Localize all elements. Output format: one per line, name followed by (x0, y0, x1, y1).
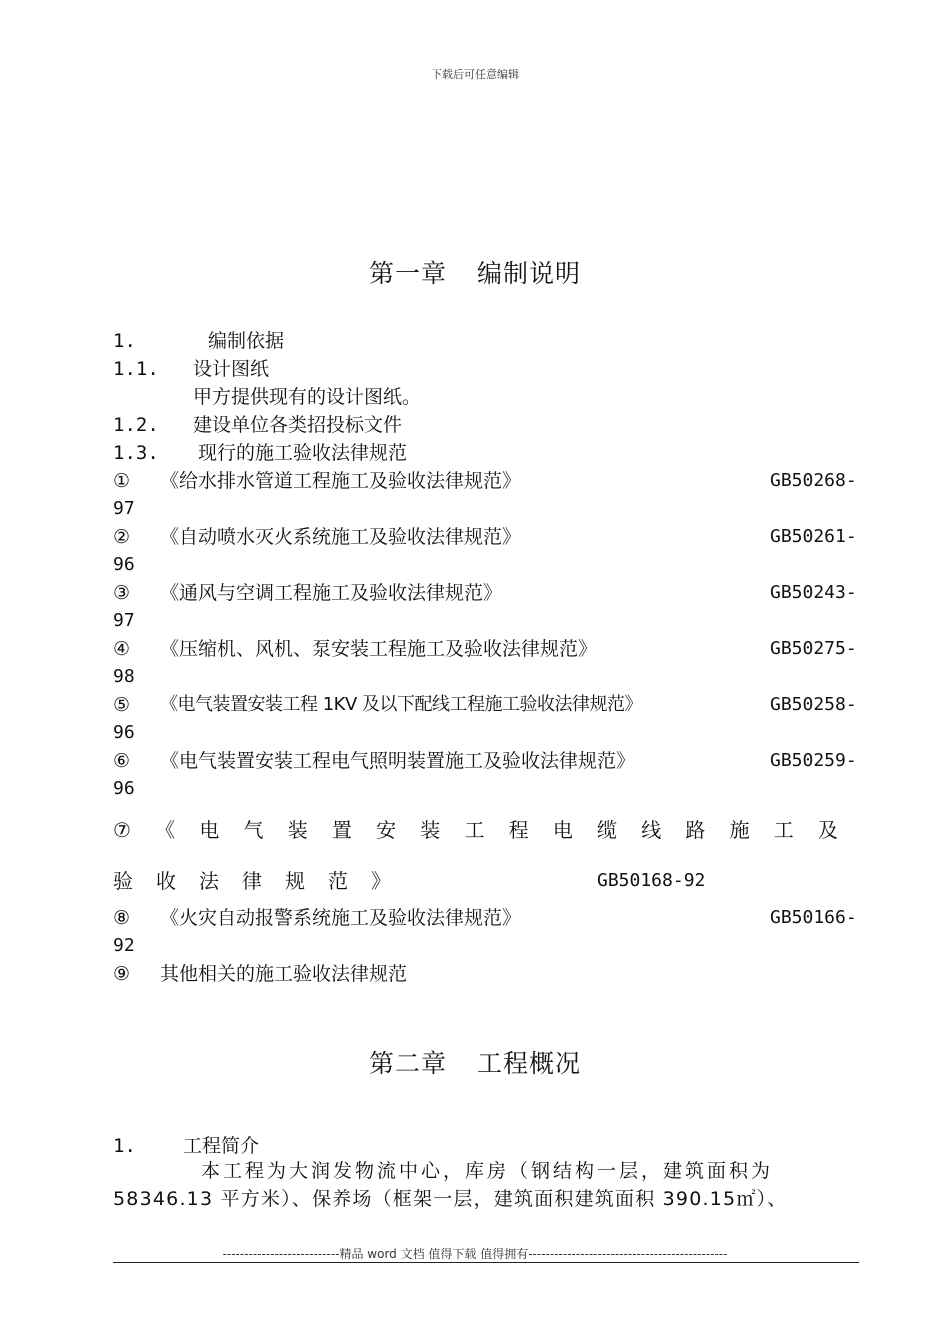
list-marker: ④ (113, 638, 131, 660)
spread-char: 律 (242, 869, 262, 893)
spread-char: 《 (155, 818, 176, 842)
spread-char: 电 (552, 818, 573, 842)
standard-title: 《火灾自动报警系统施工及验收法律规范》 (160, 907, 522, 929)
spread-char: 工 (773, 818, 794, 842)
standard-code-tail: 97 (113, 610, 135, 631)
standard-code-tail: 96 (113, 554, 135, 575)
standard-item-7-line-1 (113, 815, 838, 845)
spread-char: 装 (420, 818, 441, 842)
list-marker: ⑤ (113, 694, 131, 716)
project-description (113, 1157, 861, 1213)
standard-item-7-line-2 (113, 866, 414, 896)
spread-char: 置 (331, 818, 352, 842)
standard-title: 《通风与空调工程施工及验收法律规范》 (160, 582, 503, 604)
paragraph-line-1: 本工程为大润发物流中心，库房（钢结构一层，建筑面积为 (201, 1160, 774, 1182)
spread-char: 缆 (597, 818, 617, 842)
spread-char: 范 (328, 869, 348, 893)
list-marker: ③ (113, 582, 131, 604)
section-1-2 (113, 412, 403, 438)
standard-title: 其他相关的施工验收法律规范 (160, 963, 408, 985)
footer-rule (113, 1262, 859, 1263)
standard-code: GB50259- (770, 750, 857, 771)
spread-char: 线 (641, 818, 662, 842)
list-marker: ② (113, 526, 131, 548)
spread-char: 验 (113, 869, 133, 893)
section-1 (113, 328, 285, 354)
spread-char: 装 (287, 818, 308, 842)
spread-char: 路 (685, 818, 706, 842)
standard-title: 《电气装置安装工程电气照明装置施工及验收法律规范》 (160, 750, 636, 772)
section-number: 1. (113, 1135, 136, 1157)
spread-char: 工 (464, 818, 485, 842)
standard-code-tail: 96 (113, 722, 135, 743)
standard-code: GB50166- (770, 907, 857, 928)
section-label: 设计图纸 (193, 358, 270, 380)
standard-code: GB50268- (770, 470, 857, 491)
section-number: 1.1. (113, 358, 159, 380)
standard-code: GB50243- (770, 582, 857, 603)
list-marker: ⑥ (113, 750, 131, 772)
spread-char: 及 (817, 818, 838, 842)
list-marker: ⑨ (113, 963, 131, 985)
section-label: 现行的施工验收法律规范 (198, 442, 408, 464)
standard-code-tail: 92 (113, 935, 135, 956)
section-number: 1. (113, 330, 136, 352)
section-1-1-body (193, 384, 421, 410)
footer-text: ---------------------------精品 word 文档 值得下载 值得拥有---------------------------------------------- (222, 1247, 728, 1261)
list-marker: ① (113, 470, 131, 492)
section-label: 建设单位各类招投标文件 (193, 414, 403, 436)
spread-char: 施 (729, 818, 750, 842)
section-1-3 (113, 440, 408, 466)
page-header: 下载后可任意编辑 (431, 68, 519, 81)
standard-title: 《压缩机、风机、泵安装工程施工及验收法律规范》 (160, 638, 598, 660)
spread-char: 法 (199, 869, 219, 893)
standard-code-tail: 96 (113, 778, 135, 799)
section-label: 编制依据 (208, 330, 285, 352)
chapter-1-name: 编制说明 (477, 259, 582, 288)
section-number: 1.2. (113, 414, 159, 436)
chapter-2-title (0, 1044, 950, 1080)
standard-code: GB50258- (770, 694, 857, 715)
paragraph-line-2: 58346.13 平方米）、保养场（框架一层，建筑面积建筑面积 390.15㎡）、 (113, 1188, 788, 1210)
standard-code: GB50168-92 (597, 870, 706, 891)
chapter-1-number: 第一章 (368, 259, 447, 288)
standard-title: 《自动喷水灭火系统施工及验收法律规范》 (160, 526, 522, 548)
chapter-2-number: 第二章 (368, 1049, 447, 1078)
list-marker: ⑦ (113, 818, 131, 842)
spread-char: 电 (199, 818, 220, 842)
standard-code: GB50275- (770, 638, 857, 659)
standard-title: 《电气装置安装工程 1KV 及以下配线工程施工验收法律规范》 (160, 694, 643, 715)
section-1-1 (113, 356, 270, 382)
chapter-2-name: 工程概况 (477, 1049, 582, 1078)
standard-code-tail: 98 (113, 666, 135, 687)
standard-code-tail: 97 (113, 498, 135, 519)
standard-title: 《给水排水管道工程施工及验收法律规范》 (160, 470, 522, 492)
chapter-2-section-1 (113, 1133, 260, 1159)
spread-char: 》 (371, 869, 391, 893)
spread-char: 程 (508, 818, 529, 842)
spread-char: 气 (243, 818, 264, 842)
section-body-text: 甲方提供现有的设计图纸。 (193, 386, 422, 408)
spread-char: 规 (285, 869, 305, 893)
section-number: 1.3. (113, 442, 159, 464)
list-marker: ⑧ (113, 907, 131, 929)
standard-code: GB50261- (770, 526, 857, 547)
chapter-1-title (0, 254, 950, 290)
section-label: 工程简介 (183, 1135, 260, 1157)
spread-char: 收 (156, 869, 176, 893)
spread-char: 安 (376, 818, 397, 842)
